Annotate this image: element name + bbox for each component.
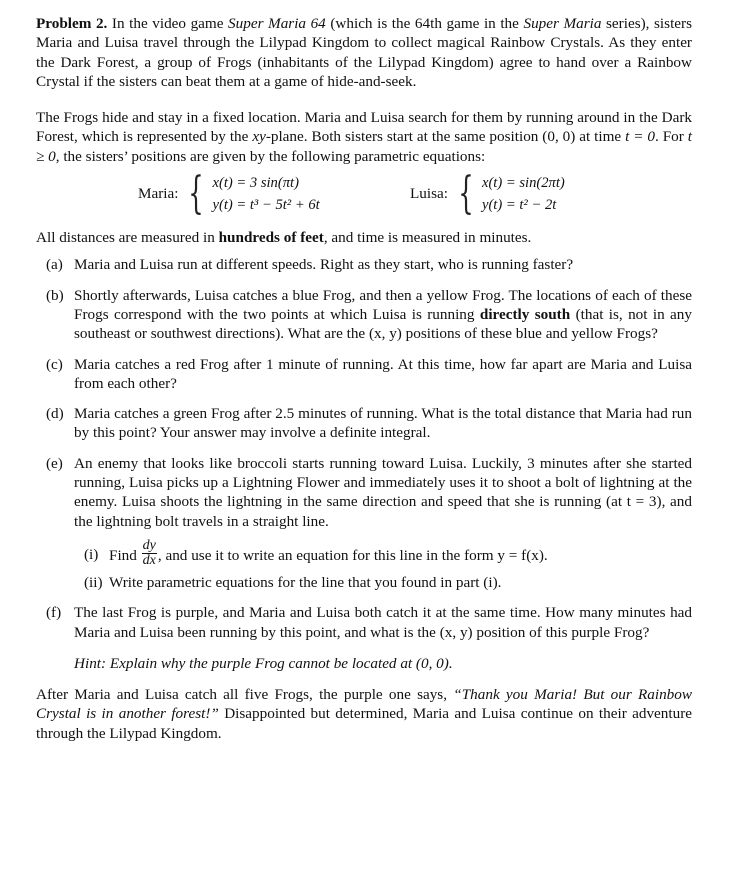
dy-dx-fraction [142,539,157,568]
intro-text-3: series), sisters Maria and Luisa travel through the Lilypad Kingdom to collect magical Rainbow Crystals. As they enter the Dark Forest, a group of Frogs (inhabitants of the Lilypad Kingdom) agree to hand over a Rainbow Crystal if the sisters can beat them at a game of hide-and-seek. [36,15,692,90]
maria-y-equation: y(t) = t³ − 5t² + 6t [212,197,320,214]
outro-text-2: Disappointed but determined, Maria and Luisa continue on their adventure through the Lilypad Kingdom. [36,705,692,742]
part-b [36,286,692,344]
part-e-i [74,537,692,568]
outro-paragraph [36,685,692,743]
hint-text: Hint: Explain why the purple Frog cannot be located at (0, 0). [74,654,453,672]
setup-text-2: -plane. Both sisters start at the same position (0, 0) at time [265,128,626,146]
outro-text-1: After Maria and Luisa catch all five Frogs, the purple one says, [36,686,454,704]
maria-x-equation: x(t) = 3 sin(πt) [212,175,299,192]
question-parts [36,255,692,673]
part-b-text-1: Shortly afterwards, Luisa catches a blue Frog, and then a yellow Frog. The locations of each of these Frogs correspond with the two points at which Luisa is running [74,286,692,323]
setup-tcond: t ≥ 0 [36,128,692,165]
intro-text-1: In the video game [107,15,229,32]
outro-quote: “Thank you Maria! But our Rainbow Crystal is in another forest!” [36,686,692,723]
part-e-i-label: (i) [84,545,99,563]
part-b-label: (b) [46,286,64,304]
units-text-1: All distances are measured in [36,229,219,247]
part-a [36,255,692,274]
part-e-ii-label: (ii) [84,573,103,591]
part-c-label: (c) [46,355,63,373]
intro-paragraph [36,14,692,91]
part-f-label: (f) [46,604,62,622]
setup-plane: xy [252,128,266,146]
part-e-subparts [74,537,692,592]
fraction-numerator: dy [142,537,156,553]
luisa-y-equation: y(t) = t² − 2t [481,197,557,214]
maria-equation-system [138,168,320,220]
luisa-x-equation: x(t) = sin(2πt) [481,175,565,192]
left-brace-icon: { [188,168,205,220]
part-d [36,404,692,443]
problem-heading: Problem 2. [36,15,108,32]
part-c [36,355,692,394]
setup-text-3: . For [655,128,688,146]
part-a-text: Maria and Luisa run at different speeds. Right as they start, who is running faster? [74,256,574,274]
part-e-ii-text: Write parametric equations for the line that you found in part (i). [109,573,502,591]
part-f [36,603,692,673]
setup-text-1: The Frogs hide and stay in a fixed location. Maria and Luisa search for them by running around in the Dark Forest, which is represented by the [36,109,692,146]
units-text-2: , and time is measured in minutes. [323,229,532,247]
intro-text-2: (which is the 64th game in the [325,15,524,32]
parametric-equations [36,168,692,220]
part-c-text: Maria catches a red Frog after 1 minute of running. At this time, how far apart are Maria and Luisa from each other? [74,355,692,392]
part-d-text: Maria catches a green Frog after 2.5 minutes of running. What is the total distance that Maria had run by this point? Your answer may involve a definite integral. [74,405,692,442]
game-title: Super Maria 64 [228,15,326,32]
part-e-i-rest: , and use it to write an equation for this line in the form y = f(x). [157,546,548,564]
luisa-label: Luisa: [410,185,448,203]
part-d-label: (d) [46,405,64,423]
units-paragraph [36,228,692,247]
part-f-hint [74,654,692,673]
part-e-label: (e) [46,454,63,472]
fraction-denominator: dx [142,552,156,568]
part-b-text-2: (that is, not in any southeast or southwest directions). What are the (x, y) positions of these blue and yellow Frogs? [74,305,692,343]
units-bold: hundreds of feet [218,229,324,247]
setup-text-4: , the sisters’ positions are given by the following parametric equations: [55,147,486,165]
part-b-text [74,286,692,344]
part-f-text: The last Frog is purple, and Maria and Luisa both catch it at the same time. How many minutes had Maria and Luisa been running by this point, and what is the (x, y) position of this purple Frog? [74,604,692,641]
part-e [36,454,692,592]
left-brace-icon: { [458,168,474,220]
maria-label: Maria: [138,185,179,203]
luisa-equation-system [410,168,565,220]
part-b-bold: directly south [479,305,571,323]
part-e-i-find: Find [109,546,141,564]
series-title: Super Maria [523,15,602,32]
setup-t0: t = 0 [625,128,655,146]
part-a-label: (a) [46,256,63,274]
part-e-text: An enemy that looks like broccoli starts running toward Luisa. Luckily, 3 minutes after she started running, Luisa picks up a Lightning Flower and immediately uses it to shoot a bolt of lightning at the enemy. Luisa shoots the lightning in the same direction and speed that she is running (at t = 3), and the lightning bolt travels in a straight line. [74,454,692,530]
part-e-ii [74,573,692,592]
setup-paragraph [36,108,692,166]
